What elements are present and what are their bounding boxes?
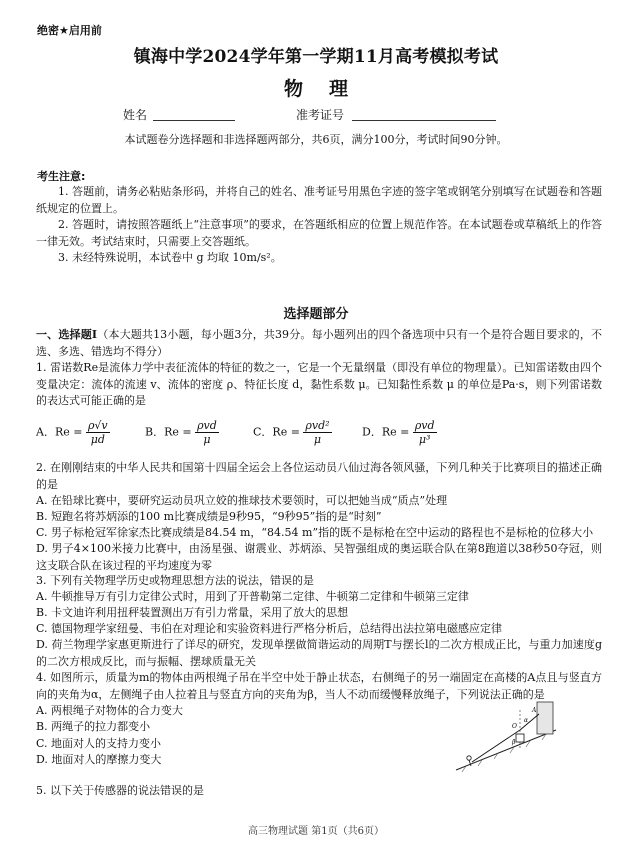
ticket-label: 准考证号 [296,108,345,122]
exam-title: 镇海中学2024学年第一学期11月高考模拟考试 [133,47,499,67]
ground-line [456,730,556,770]
q2-option-d: D. 男子4×100米接力比赛中，由汤星强、谢震业、苏炳添、吴智强组成的奥运联合队在第8跑道以38秒50夺冠，则这支联合队在该过程的平均速度为零 [36,542,602,572]
q2-stem: 2. 在刚刚结束的中华人民共和国第十四届全运会上各位运动员八仙过海各领风骚，下列几种关于比赛项目的描述正确的是 [36,461,602,491]
q3-option-a: A. 牛顿推导万有引力定律公式时，用到了开普勒第二定律、牛顿第二定律和牛顿第三定律 [36,590,469,603]
label-a: A [532,707,537,714]
q2-option-b: B. 短跑名将苏炳添的100 m比赛成绩是9秒95，“9秒95”指的是“时刻” [36,510,382,523]
q1-option-b-den: μ [203,433,211,446]
q1-stem: 1. 雷诺数Re是流体力学中表征流体的特征的数之一，它是一个无量纲量（即没有单位的物理量）。已知雷诺数由四个变量决定：流体的流速 v、流体的密度 ρ、特征长度 d，黏性系数 μ。已知黏性系数 μ 的单位是Pa·s，则下列雷诺数的表达式可能正确的是 [36,361,602,407]
section-title: 选择题部分 [283,307,349,322]
notice-title: 考生注意: [37,170,86,183]
q1-option-a-letter: A．Re = [36,425,83,439]
q1-option-b [145,419,219,446]
page-footer: 高三物理试题 第1页（共6页） [248,826,384,837]
q3-option-d: D. 荷兰物理学家惠更斯进行了详尽的研究，发现单摆做简谐运动的周期T与摆长l的二次方根成正比，与重力加速度g的二次方根成反比，而与振幅、摆球质量无关 [36,638,602,668]
q1-option-a-num: ρ√v [87,419,108,432]
notice-item-1: 1. 答题前，请务必粘贴条形码，并将自己的姓名、准考证号用黑色字迹的签字笔或钢笔分别填写在试题卷和答题纸规定的位置上。 [36,185,602,215]
q1-option-d-num: ρvd [414,419,435,432]
hanging-object [516,734,524,742]
q3-option-b: B. 卡文迪许利用扭秤装置测出万有引力常量，采用了放大的思想 [36,606,349,619]
notice-item-3: 3. 未经特殊说明，本试卷中 g 均取 10m/s²。 [58,251,282,264]
label-beta: β [512,739,516,746]
q4-stem: 4. 如图所示，质量为m的物体由两根绳子吊在半空中处于静止状态，右侧绳子的另一端固定在高楼的A点且与竖直方向的夹角为α，左侧绳子由人拉着且与竖直方向的夹角为β，当人不动而缓慢释放绳子，下列说法正确的是 [36,671,602,701]
q4-option-b: B. 两绳子的拉力都变小 [36,720,151,733]
rope-right [520,714,539,730]
part1-desc: （本大题共13小题，每小题3分，共39分。每小题列出的四个备选项中只有一个是符合题目要求的，不选、多选、错选均不得分） [36,328,602,358]
label-alpha: α [524,717,529,724]
q1-option-c-num: ρvd² [305,419,330,432]
q1-option-b-num: ρvd [197,419,217,432]
building [537,702,553,734]
part1-label: 一、选择题Ⅰ [36,328,98,341]
name-label: 姓名 [123,108,148,122]
q4-option-c: C. 地面对人的支持力变小 [36,737,162,750]
intro-text: 本试题卷分选择题和非选择题两部分，共6页，满分100分，考试时间90分钟。 [124,133,508,146]
q1-option-d-den: μ³ [418,433,431,446]
q1-option-b-letter: B．Re = [145,425,192,439]
notice-item-2: 2. 答题时，请按照答题纸上“注意事项”的要求，在答题纸相应的位置上规范作答。在本试题卷或草稿纸上的作答一律无效。考试结束时，只需要上交答题纸。 [36,218,602,248]
q5-stem: 5. 以下关于传感器的说法错误的是 [36,784,204,797]
q1-option-a-den: μd [90,433,105,446]
q4-option-a: A. 两根绳子对物体的合力变大 [36,704,183,717]
ticket-input-line [352,120,496,121]
confidential-label: 绝密★启用前 [37,24,102,37]
q1-option-c [253,419,332,446]
q2-option-a: A. 在铅球比赛中，要研究运动员巩立姣的推球技术要领时，可以把她当成“质点”处理 [36,494,448,507]
subject-title: 物理 [283,78,374,100]
q3-stem: 3. 下列有关物理学历史或物理思想方法的说法，错误的是 [36,574,314,587]
name-input-line [153,120,235,121]
q1-option-a [36,419,110,446]
label-o: O [512,723,517,730]
q1-option-d-letter: D．Re = [362,425,410,439]
q2-option-c: C. 男子标枪冠军徐家杰比赛成绩是84.54 m，“84.54 m”指的既不是标枪在空中运动的路程也不是标枪的位移大小 [36,526,594,539]
person-head [467,756,471,760]
rope-left [472,730,520,762]
part1-intro [36,327,602,360]
q1-option-c-letter: C．Re = [253,425,300,439]
q4-option-d: D. 地面对人的摩擦力变大 [36,753,162,766]
q4-figure [452,700,562,778]
q3-option-c: C. 德国物理学家纽曼、韦伯在对理论和实验资料进行严格分析后，总结得出法拉第电磁感应定律 [36,622,503,635]
q1-option-c-den: μ [313,433,322,446]
ground-hatching [462,734,546,772]
q1-option-d [362,419,437,446]
